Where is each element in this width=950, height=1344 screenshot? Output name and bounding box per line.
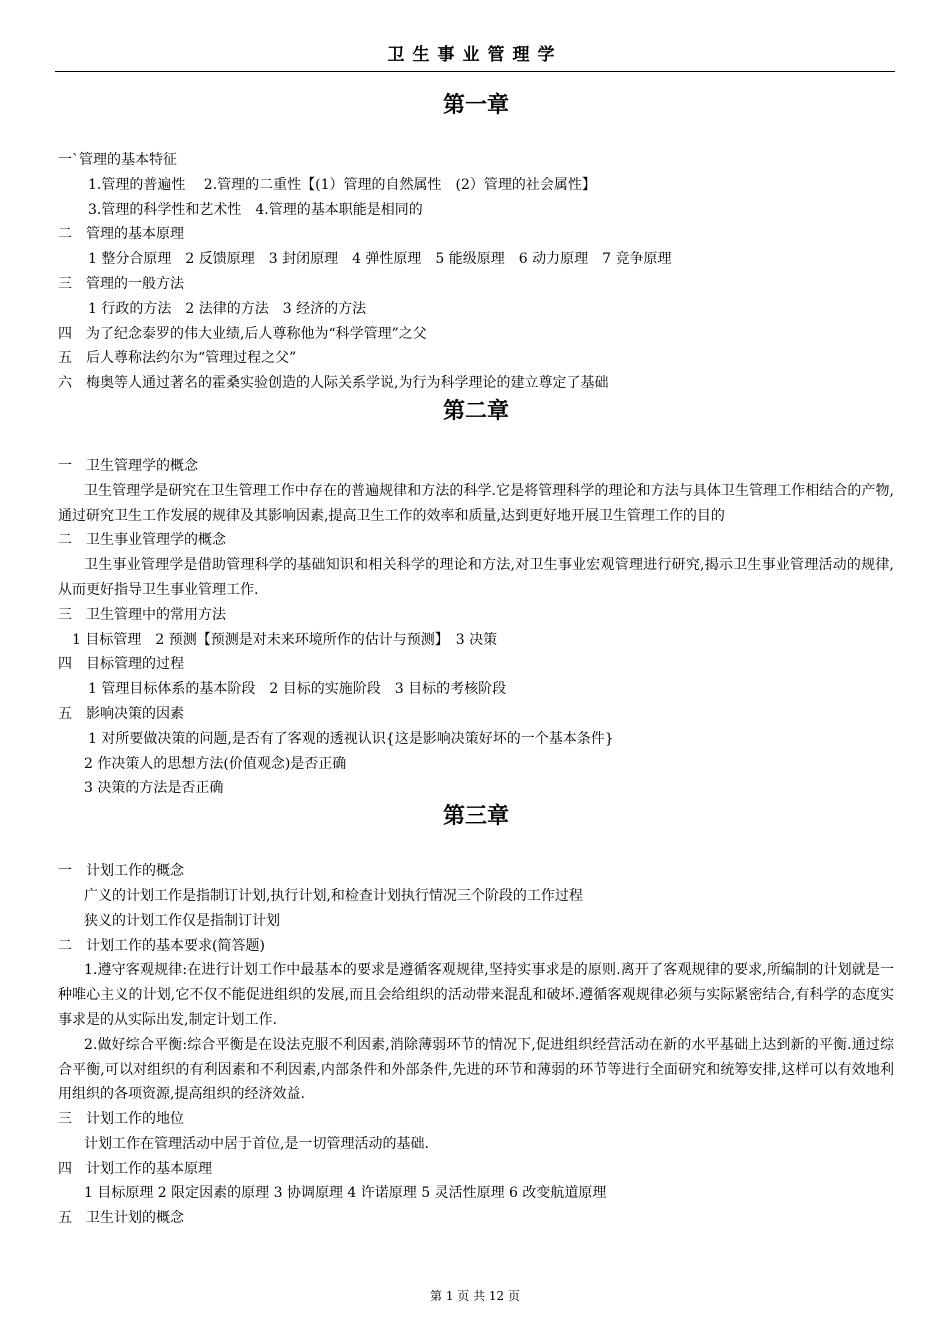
- section-heading: 一`管理的基本特征: [58, 152, 177, 168]
- section-heading: 二 管理的基本原理: [58, 226, 184, 243]
- list-item: 1 目标管理 2 预测【预测是对未来环境所作的估计与预测】 3 决策: [72, 631, 498, 648]
- paragraph: 卫生事业管理学是借助管理科学的基础知识和相关科学的理论和方法,对卫生事业宏观管理进行研究,揭示卫生事业管理活动的规律,从而更好指导卫生事业管理工作.: [58, 557, 894, 598]
- paragraph: 1.遵守客观规律:在进行计划工作中最基本的要求是遵循客观规律,坚持实事求是的原则.离开了客观规律的要求,所编制的计划就是一种唯心主义的计划,它不仅不能促进组织的发展,而且会给组织的活动带来混乱和破坏.遵循客观规律必须与实际紧密结合,有科学的态度实事求是的从实际出发,制定计划工作.: [58, 962, 894, 1028]
- paragraph: 2.做好综合平衡:综合平衡是在设法克服不利因素,消除薄弱环节的情况下,促进组织经营活动在新的水平基础上达到新的平衡.通过综合平衡,可以对组织的有利因素和不利因素,内部条件和外部条件,先进的环节和薄弱的环节等进行全面研究和统筹安排,这样可以有效地利用组织的各项资源,提高组织的经济效益.: [58, 1036, 894, 1103]
- section-heading: 二 计划工作的基本要求(简答题): [58, 937, 265, 954]
- paragraph: 计划工作在管理活动中居于首位,是一切管理活动的基础.: [84, 1135, 429, 1152]
- section-heading: 五 影响决策的因素: [58, 705, 184, 722]
- section-heading: 五 后人尊称法约尔为“管理过程之父”: [58, 350, 297, 367]
- document-title: 卫生事业管理学: [387, 45, 563, 65]
- section-heading: 一 卫生管理学的概念: [58, 457, 198, 474]
- section-heading: 一 计划工作的概念: [58, 863, 184, 880]
- chapter-heading: 第二章: [442, 398, 509, 424]
- section-heading: 四 为了纪念泰罗的伟大业绩,后人尊称他为“科学管理”之父: [58, 325, 427, 342]
- section-heading: 四 计划工作的基本原理: [58, 1160, 212, 1177]
- section-heading: 五 卫生计划的概念: [58, 1210, 184, 1227]
- list-item: 3 决策的方法是否正确: [84, 780, 224, 797]
- header-divider: [55, 71, 895, 72]
- section-heading: 三 卫生管理中的常用方法: [58, 606, 226, 623]
- section-heading: 三 管理的一般方法: [58, 275, 184, 292]
- paragraph: 卫生管理学是研究在卫生管理工作中存在的普遍规律和方法的科学.它是将管理科学的理论和方法与具体卫生管理工作相结合的产物,通过研究卫生工作发展的规律及其影响因素,提高卫生工作的效率和质量,达到更好地开展卫生管理工作的目的: [58, 482, 894, 524]
- list-item: 1 管理目标体系的基本阶段 2 目标的实施阶段 3 目标的考核阶段: [88, 681, 507, 698]
- section-heading: 四 目标管理的过程: [58, 656, 184, 673]
- paragraph: 广义的计划工作是指制订计划,执行计划,和检查计划执行情况三个阶段的工作过程: [84, 887, 583, 904]
- list-item: 1 整分合原理 2 反馈原理 3 封闭原理 4 弹性原理 5 能级原理 6 动力原理 7 竞争原理: [88, 251, 672, 268]
- list-item: 1 行政的方法 2 法律的方法 3 经济的方法: [88, 300, 367, 317]
- page-body: [58, 90, 894, 1231]
- section-heading: 六 梅奥等人通过著名的霍桑实验创造的人际关系学说,为行为科学理论的建立尊定了基础: [58, 375, 609, 392]
- list-item: 1 目标原理 2 限定因素的原理 3 协调原理 4 许诺原理 5 灵活性原理 6 改变航道原理: [84, 1185, 607, 1202]
- list-item: 2 作决策人的思想方法(价值观念)是否正确: [84, 755, 347, 772]
- chapter-heading: 第一章: [442, 93, 509, 118]
- list-item: 1 对所要做决策的问题,是否有了客观的透视认识{这是影响决策好坏的一个基本条件}: [88, 730, 614, 747]
- section-heading: 三 计划工作的地位: [58, 1111, 184, 1128]
- page-number: 第 1 页 共 12 页: [430, 1289, 520, 1303]
- chapter-heading: 第三章: [442, 804, 509, 830]
- list-item: 3.管理的科学性和艺术性 4.管理的基本职能是相同的: [88, 201, 423, 218]
- list-item: 1.管理的普遍性 2.管理的二重性【(1）管理的自然属性 (2）管理的社会属性】: [88, 176, 596, 193]
- paragraph: 狭义的计划工作仅是指制订计划: [84, 912, 280, 929]
- section-heading: 二 卫生事业管理学的概念: [58, 532, 226, 549]
